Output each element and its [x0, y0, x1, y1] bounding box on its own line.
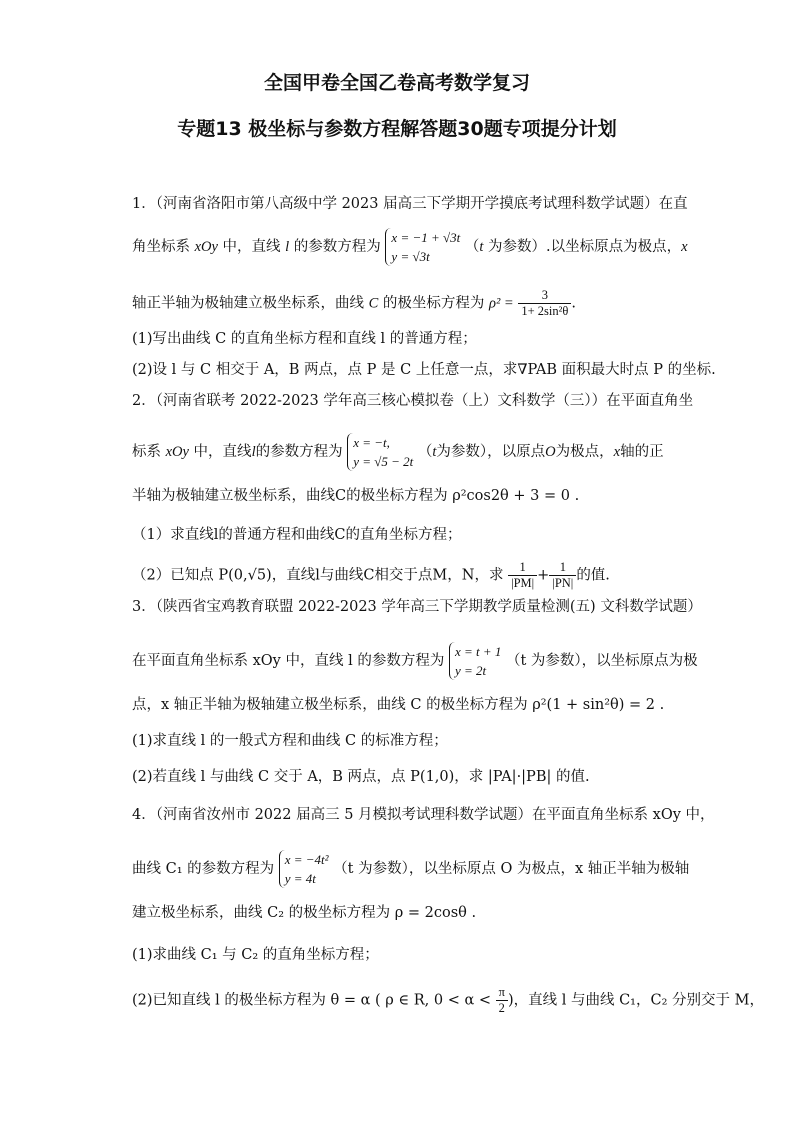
problem-4-question-2: (2)已知直线 l 的极坐标方程为 θ = α ( ρ ∈ R, 0 < α < $\frac{\pi}{2}$ )，直线 l 与曲线 C₁，C₂ 分别交于 M， — [132, 985, 764, 1015]
document-title: 全国甲卷全国乙卷高考数学复习 — [263, 72, 530, 94]
document-subtitle: 专题13 极坐标与参数方程解答题30题专项提分计划 — [177, 118, 617, 140]
problem-3-question-2: (2)若直线 l 与曲线 C 交于 A，B 两点，点 P(1,0)，求 |PA|·|PB| 的值. — [132, 769, 590, 785]
problem-3-intro: 3．（陕西省宝鸡教育联盟 2022-2023 学年高三下学期教学质量检测(五) 文科数学试题） — [132, 599, 702, 615]
problem-2-question-1: （1）求直线l的普通方程和曲线C的直角坐标方程； — [132, 527, 462, 543]
parametric-system: x = −t, y = √5 − 2t — [347, 433, 413, 471]
parametric-system: x = −4t² y = 4t — [279, 850, 329, 888]
problem-2-intro: 2．（河南省联考 2022-2023 学年高三核心模拟卷（上）文科数学（三））在平面直角坐 — [132, 393, 694, 409]
problem-1-question-1: (1)写出曲线 C 的直角坐标方程和直线 l 的普通方程； — [132, 331, 477, 347]
problem-2-question-2: （2）已知点 P(0,√5)，直线l与曲线C相交于点M，N，求 $\frac{1}{|PM|}$ + $\frac{1}{|PN|}$ 的值. — [132, 560, 610, 590]
problem-3-question-1: (1)求直线 l 的一般式方程和曲线 C 的标准方程； — [132, 733, 448, 749]
problem-1-question-2: (2)设 l 与 C 相交于 A，B 两点，点 P 是 C 上任意一点，求∇PAB 面积最大时点 P 的坐标. — [132, 362, 716, 378]
problem-4-line2: 曲线 C₁ 的参数方程为 x = −4t² y = 4t （t 为参数），以坐标原点 O 为极点，x 轴正半轴为极轴 — [132, 852, 690, 886]
parametric-system: x = t + 1 y = 2t — [449, 642, 501, 680]
problem-2-line2: 标系 xOy 中，直线l的参数方程为 x = −t, y = √5 − 2t （t为参数），以原点O为极点，x轴的正 — [132, 435, 664, 469]
problem-3-line2: 在平面直角坐标系 xOy 中，直线 l 的参数方程为 x = t + 1 y = 2t （t 为参数），以坐标原点为极 — [132, 644, 698, 678]
problem-4-line3: 建立极坐标系，曲线 C₂ 的极坐标方程为 ρ = 2cosθ . — [132, 905, 477, 921]
polar-fraction: $\frac{3}{\text{1+ 2sin²θ}}$ — [518, 288, 571, 319]
problem-1-line2: 角坐标系 xOy 中，直线 l 的参数方程为 x = −1 + √3t y = √3t （t 为参数）.以坐标原点为极点，x — [132, 230, 688, 264]
problem-4-intro: 4．（河南省汝州市 2022 届高三 5 月模拟考试理科数学试题）在平面直角坐标系 xOy 中， — [132, 807, 715, 823]
problem-4-question-1: (1)求曲线 C₁ 与 C₂ 的直角坐标方程； — [132, 947, 379, 963]
problem-3-line3: 点，x 轴正半轴为极轴建立极坐标系，曲线 C 的极坐标方程为 ρ²(1 + sin²θ) = 2 . — [132, 697, 665, 713]
problem-1-line3: 轴正半轴为极轴建立极坐标系，曲线 C 的极坐标方程为 ρ² = $\frac{3}{\text{1+ 2sin²θ}}$ . — [132, 288, 576, 318]
parametric-system: x = −1 + √3t y = √3t — [385, 228, 460, 266]
problem-2-line3: 半轴为极轴建立极坐标系，曲线C的极坐标方程为 ρ²cos2θ + 3 = 0 . — [132, 488, 580, 504]
problem-1-intro: 1．（河南省洛阳市第八高级中学 2023 届高三下学期开学摸底考试理科数学试题）在直 — [132, 196, 688, 212]
